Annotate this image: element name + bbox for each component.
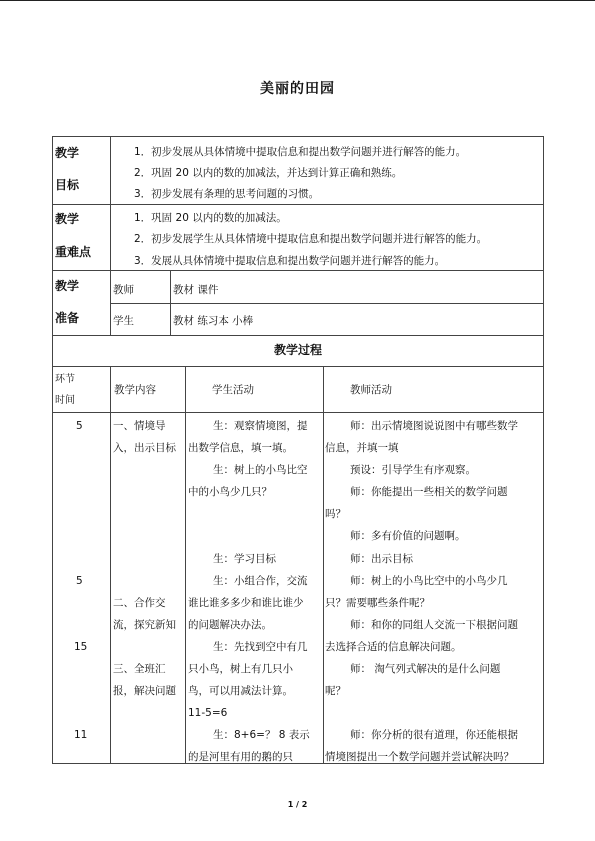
column-divider (170, 270, 171, 335)
goals-label-line1: 教学 (55, 146, 80, 160)
column-divider (185, 366, 186, 764)
column-divider (110, 136, 111, 335)
row-divider (52, 335, 544, 336)
goals-label-line2: 目标 (55, 178, 80, 192)
document-title: 美丽的田园 (260, 81, 335, 97)
student-line: 生：先找到空中有几 (213, 641, 308, 653)
page-number: 1 / 2 (287, 800, 308, 809)
content-line: 三、全班汇 (113, 663, 166, 675)
row-divider (52, 412, 544, 413)
prep-teacher-label: 教师 (113, 284, 134, 296)
teacher-line: 只？需要哪些条件呢？ (325, 597, 430, 609)
teacher-line: 师：和你的同组人交流一下根据问题 (350, 619, 518, 631)
time-cell: 5 (76, 575, 83, 587)
column-divider (323, 366, 324, 764)
keypoints-label-line1: 教学 (55, 212, 80, 226)
student-line: 只小鸟，树上有几只小 (188, 663, 293, 675)
teacher-line: 师：你能提出一些相关的数学问题 (350, 486, 508, 498)
goal-item: 3．初步发展有条理的思考问题的习惯。 (134, 188, 320, 200)
col-header-time-line2: 时间 (55, 395, 75, 406)
teacher-line: 呢？ (325, 685, 346, 697)
teacher-line: 去选择合适的信息解决问题。 (325, 641, 462, 653)
content-line: 二、合作交 (113, 597, 166, 609)
page-top-rule (0, 0, 595, 1)
content-line: 一、情境导 (113, 420, 166, 432)
content-line: 入，出示目标 (113, 442, 176, 454)
student-line: 谁比谁多多少和谁比谁少 (188, 597, 304, 609)
row-divider (110, 303, 544, 304)
student-line: 鸟，可以用减法计算。 (188, 685, 293, 697)
col-header-teacher: 教师活动 (350, 384, 392, 396)
prep-student-value: 教材 练习本 小棒 (173, 315, 254, 327)
prep-teacher-value: 教材 课件 (173, 284, 219, 296)
student-line: 生：学习目标 (213, 553, 276, 565)
row-divider (52, 366, 544, 367)
teacher-line: 吗？ (325, 508, 346, 520)
student-line: 11-5=6 (188, 707, 228, 719)
keypoints-label-line2: 重难点 (55, 245, 92, 259)
prep-label-line2: 准备 (55, 311, 80, 325)
keypoint-item: 2．初步发展学生从具体情境中提取信息和提出数学问题并进行解答的能力。 (134, 233, 488, 245)
student-line: 的问题解决办法。 (188, 619, 272, 631)
time-cell: 15 (74, 641, 88, 653)
col-header-content: 教学内容 (114, 384, 156, 396)
teacher-line: 师：树上的小鸟比空中的小鸟少几 (350, 575, 508, 587)
prep-student-label: 学生 (113, 315, 134, 327)
prep-label-line1: 教学 (55, 279, 80, 293)
student-line: 的是河里有用的鹅的只 (188, 751, 293, 763)
row-divider (52, 270, 544, 271)
student-line: 生：观察情境图，提 (213, 420, 308, 432)
teacher-line: 师： 淘气列式解决的是什么问题 (350, 663, 501, 675)
col-header-student: 学生活动 (212, 384, 254, 396)
teacher-line: 预设：引导学生有序观察。 (350, 464, 476, 476)
student-line: 生：小组合作，交流 (213, 575, 308, 587)
teacher-line: 信息，并填一填 (325, 442, 399, 454)
teacher-line: 师：出示目标 (350, 553, 413, 565)
keypoint-item: 3．发展从具体情境中提取信息和提出数学问题并进行解答的能力。 (134, 255, 446, 267)
time-cell: 5 (76, 420, 83, 432)
content-line: 流，探究新知 (113, 619, 176, 631)
goal-item: 2．巩固 20 以内的数的加减法，并达到计算正确和熟练。 (134, 167, 403, 179)
content-line: 报，解决问题 (113, 685, 176, 697)
column-divider (110, 366, 111, 764)
row-divider (52, 204, 544, 205)
student-line: 生：树上的小鸟比空 (213, 464, 308, 476)
teacher-line: 师：多有价值的问题啊。 (350, 530, 466, 542)
col-header-time-line1: 环节 (55, 374, 75, 385)
goal-item: 1．初步发展从具体情境中提取信息和提出数学问题并进行解答的能力。 (134, 146, 467, 158)
student-line: 中的小鸟少几只？ (188, 486, 272, 498)
teacher-line: 师：你分析的很有道理，你还能根据 (350, 729, 518, 741)
teacher-line: 师：出示情境图说说图中有哪些数学 (350, 420, 518, 432)
process-heading: 教学过程 (273, 343, 322, 357)
student-line: 生：8+6=？ 8 表示 (213, 729, 310, 741)
time-cell: 11 (74, 729, 88, 741)
keypoint-item: 1．巩固 20 以内的数的加减法。 (134, 212, 287, 224)
teacher-line: 情境图提出一个数学问题并尝试解决吗？ (325, 751, 514, 763)
student-line: 出数学信息，填一填。 (188, 442, 293, 454)
